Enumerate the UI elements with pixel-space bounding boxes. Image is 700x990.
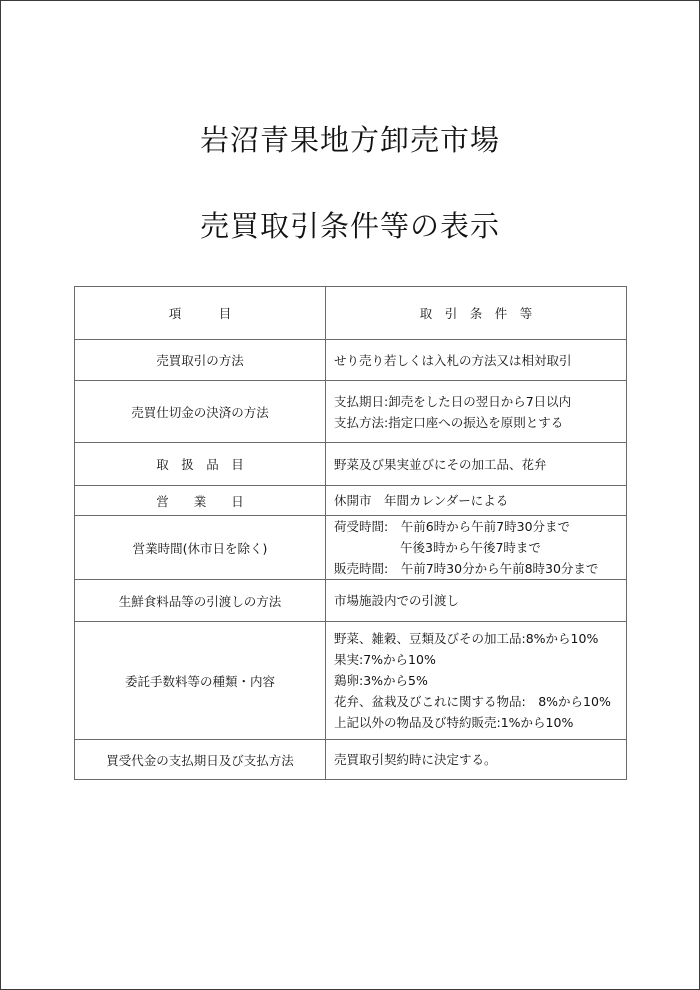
table-row — [75, 486, 627, 516]
row-item-label: 買受代金の支払期日及び支払方法 — [106, 752, 294, 768]
row-term-cell — [326, 580, 627, 622]
document-title: 岩沼青果地方卸売市場 — [199, 123, 500, 157]
term-line: 支払期日:卸売をした日の翌日から7日以内 — [334, 393, 572, 409]
row-item-label: 営業時間(休市日を除く) — [132, 540, 268, 556]
term-line: 支払方法:指定口座への振込を原則とする — [334, 414, 564, 430]
row-term-cell — [326, 486, 627, 516]
row-item-label: 売買仕切金の決済の方法 — [131, 404, 269, 420]
table-row — [75, 340, 627, 381]
header-item-label: 項 目 — [168, 306, 232, 321]
table-row — [75, 622, 627, 740]
row-term-cell — [326, 443, 627, 486]
row-term-cell — [326, 622, 627, 740]
row-item-cell — [75, 486, 326, 516]
term-line: 販売時間: 午前7時30分から午前8時30分まで — [334, 561, 599, 576]
trading-terms-table — [74, 286, 627, 780]
table-row — [75, 516, 627, 580]
term-line: 売買取引契約時に決定する。 — [334, 752, 497, 767]
row-item-cell — [75, 340, 326, 381]
row-item-cell — [75, 443, 326, 486]
table-header-row — [75, 287, 627, 340]
term-line: 鶏卵:3%から5% — [334, 673, 428, 688]
row-term-cell — [326, 340, 627, 381]
table-row — [75, 443, 627, 486]
term-line: 花弁、盆栽及びこれに関する物品: 8%から10% — [334, 694, 611, 709]
table-row — [75, 740, 627, 780]
header-term-cell — [326, 287, 627, 340]
row-item-label: 委託手数料等の種類・内容 — [124, 673, 275, 689]
term-line: 上記以外の物品及び特約販売:1%から10% — [334, 715, 574, 730]
row-item-cell — [75, 516, 326, 580]
term-line: せり売り若しくは入札の方法又は相対取引 — [334, 352, 572, 368]
row-term-cell — [326, 740, 627, 780]
table-row — [75, 381, 627, 443]
table-row — [75, 580, 627, 622]
term-line: 午後3時から午後7時まで — [400, 540, 541, 555]
document-subtitle: 売買取引条件等の表示 — [199, 209, 500, 243]
term-line: 休開市 年間カレンダーによる — [334, 493, 509, 508]
row-term-cell — [326, 516, 627, 580]
header-term-label: 取 引 条 件 等 — [419, 306, 533, 321]
row-item-cell — [75, 381, 326, 443]
term-line: 野菜、雑穀、豆類及びその加工品:8%から10% — [334, 631, 599, 646]
row-term-cell — [326, 381, 627, 443]
row-item-label: 売買取引の方法 — [156, 353, 244, 368]
header-item-cell — [75, 287, 326, 340]
row-item-cell — [75, 740, 326, 780]
row-item-label: 営 業 日 — [156, 493, 244, 509]
term-line: 野菜及び果実並びにその加工品、花弁 — [334, 456, 547, 472]
term-line: 荷受時間: 午前6時から午前7時30分まで — [334, 519, 571, 534]
row-item-cell — [75, 580, 326, 622]
term-line: 市場施設内での引渡し — [334, 593, 460, 608]
term-line: 果実:7%から10% — [334, 652, 436, 667]
row-item-cell — [75, 622, 326, 740]
row-item-label: 取 扱 品 目 — [156, 457, 244, 472]
row-item-label: 生鮮食料品等の引渡しの方法 — [118, 593, 282, 609]
